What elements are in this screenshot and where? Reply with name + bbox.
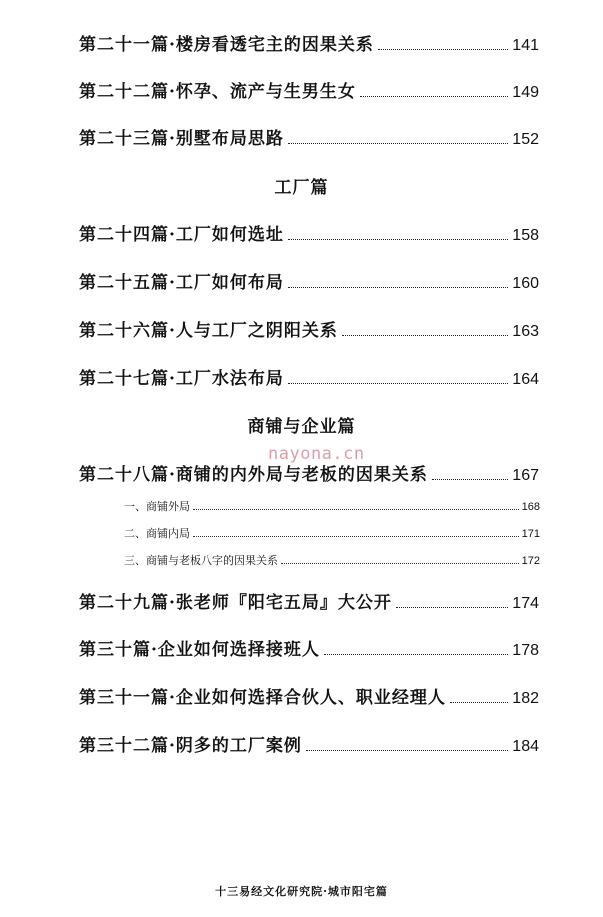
- toc-entry-title: 第二十九篇·张老师『阳宅五局』大公开: [79, 593, 392, 613]
- toc-subentry-page: 168: [521, 501, 540, 513]
- toc-entry-title: 第二十五篇·工厂如何布局: [79, 273, 284, 293]
- toc-entry-page: 141: [512, 37, 539, 54]
- section-heading-shop: 商铺与企业篇: [247, 417, 356, 437]
- toc-entry-title: 第二十四篇·工厂如何选址: [79, 225, 284, 245]
- toc-entry[interactable]: [79, 77, 539, 103]
- dot-leader: [378, 49, 508, 50]
- toc-entry-title: 第二十七篇·工厂水法布局: [79, 369, 284, 389]
- watermark: nayona.cn: [268, 444, 365, 464]
- toc-entry[interactable]: [79, 30, 539, 56]
- toc-entry-page: 167: [512, 467, 539, 484]
- dot-leader: [288, 143, 508, 144]
- toc-entry-page: 174: [512, 595, 539, 612]
- dot-leader: [193, 536, 519, 537]
- dot-leader: [342, 335, 508, 336]
- dot-leader: [324, 654, 508, 655]
- toc-entry[interactable]: [79, 635, 539, 661]
- toc-entry-page: 160: [512, 275, 539, 292]
- toc-entry-page: 184: [512, 738, 539, 755]
- dot-leader: [288, 287, 508, 288]
- toc-entry-page: 164: [512, 371, 539, 388]
- toc-subentry[interactable]: [124, 498, 540, 516]
- toc-entry[interactable]: [79, 460, 539, 486]
- toc-entry-page: 152: [512, 131, 539, 148]
- toc-entry[interactable]: [79, 683, 539, 709]
- toc-entry[interactable]: [79, 731, 539, 757]
- toc-subentry-title: 一、商铺外局: [124, 500, 190, 513]
- dot-leader: [281, 563, 519, 564]
- toc-entry-title: 第二十六篇·人与工厂之阴阳关系: [79, 321, 338, 341]
- dot-leader: [288, 383, 508, 384]
- toc-entry-title: 第二十一篇·楼房看透宅主的因果关系: [79, 35, 374, 55]
- dot-leader: [396, 607, 508, 608]
- toc-entry[interactable]: [79, 268, 539, 294]
- section-heading-factory: 工厂篇: [274, 178, 329, 198]
- dot-leader: [306, 750, 508, 751]
- toc-entry-page: 178: [512, 642, 539, 659]
- page-footer: 十三易经文化研究院·城市阳宅篇: [215, 885, 388, 898]
- dot-leader: [360, 96, 508, 97]
- toc-subentry-title: 二、商铺内局: [124, 527, 190, 540]
- toc-subentry-page: 171: [521, 528, 540, 540]
- toc-entry-page: 182: [512, 690, 539, 707]
- toc-entry-title: 第二十八篇·商铺的内外局与老板的因果关系: [79, 465, 428, 485]
- toc-entry-title: 第二十三篇·别墅布局思路: [79, 129, 284, 149]
- toc-subentry-page: 172: [521, 555, 540, 567]
- toc-entry[interactable]: [79, 588, 539, 614]
- dot-leader: [193, 509, 519, 510]
- toc-entry[interactable]: [79, 316, 539, 342]
- toc-entry[interactable]: [79, 124, 539, 150]
- toc-subentry[interactable]: [124, 525, 540, 543]
- toc-subentry-title: 三、商铺与老板八字的因果关系: [124, 554, 278, 567]
- toc-entry-title: 第三十二篇·阴多的工厂案例: [79, 736, 302, 756]
- dot-leader: [432, 479, 508, 480]
- toc-entry-page: 149: [512, 84, 539, 101]
- toc-entry-title: 第三十一篇·企业如何选择合伙人、职业经理人: [79, 688, 446, 708]
- toc-entry-page: 163: [512, 323, 539, 340]
- toc-subentry[interactable]: [124, 552, 540, 570]
- toc-entry-title: 第二十二篇·怀孕、流产与生男生女: [79, 82, 356, 102]
- toc-entry[interactable]: [79, 220, 539, 246]
- toc-entry[interactable]: [79, 364, 539, 390]
- dot-leader: [288, 239, 508, 240]
- dot-leader: [450, 702, 508, 703]
- toc-entry-title: 第三十篇·企业如何选择接班人: [79, 640, 320, 660]
- toc-entry-page: 158: [512, 227, 539, 244]
